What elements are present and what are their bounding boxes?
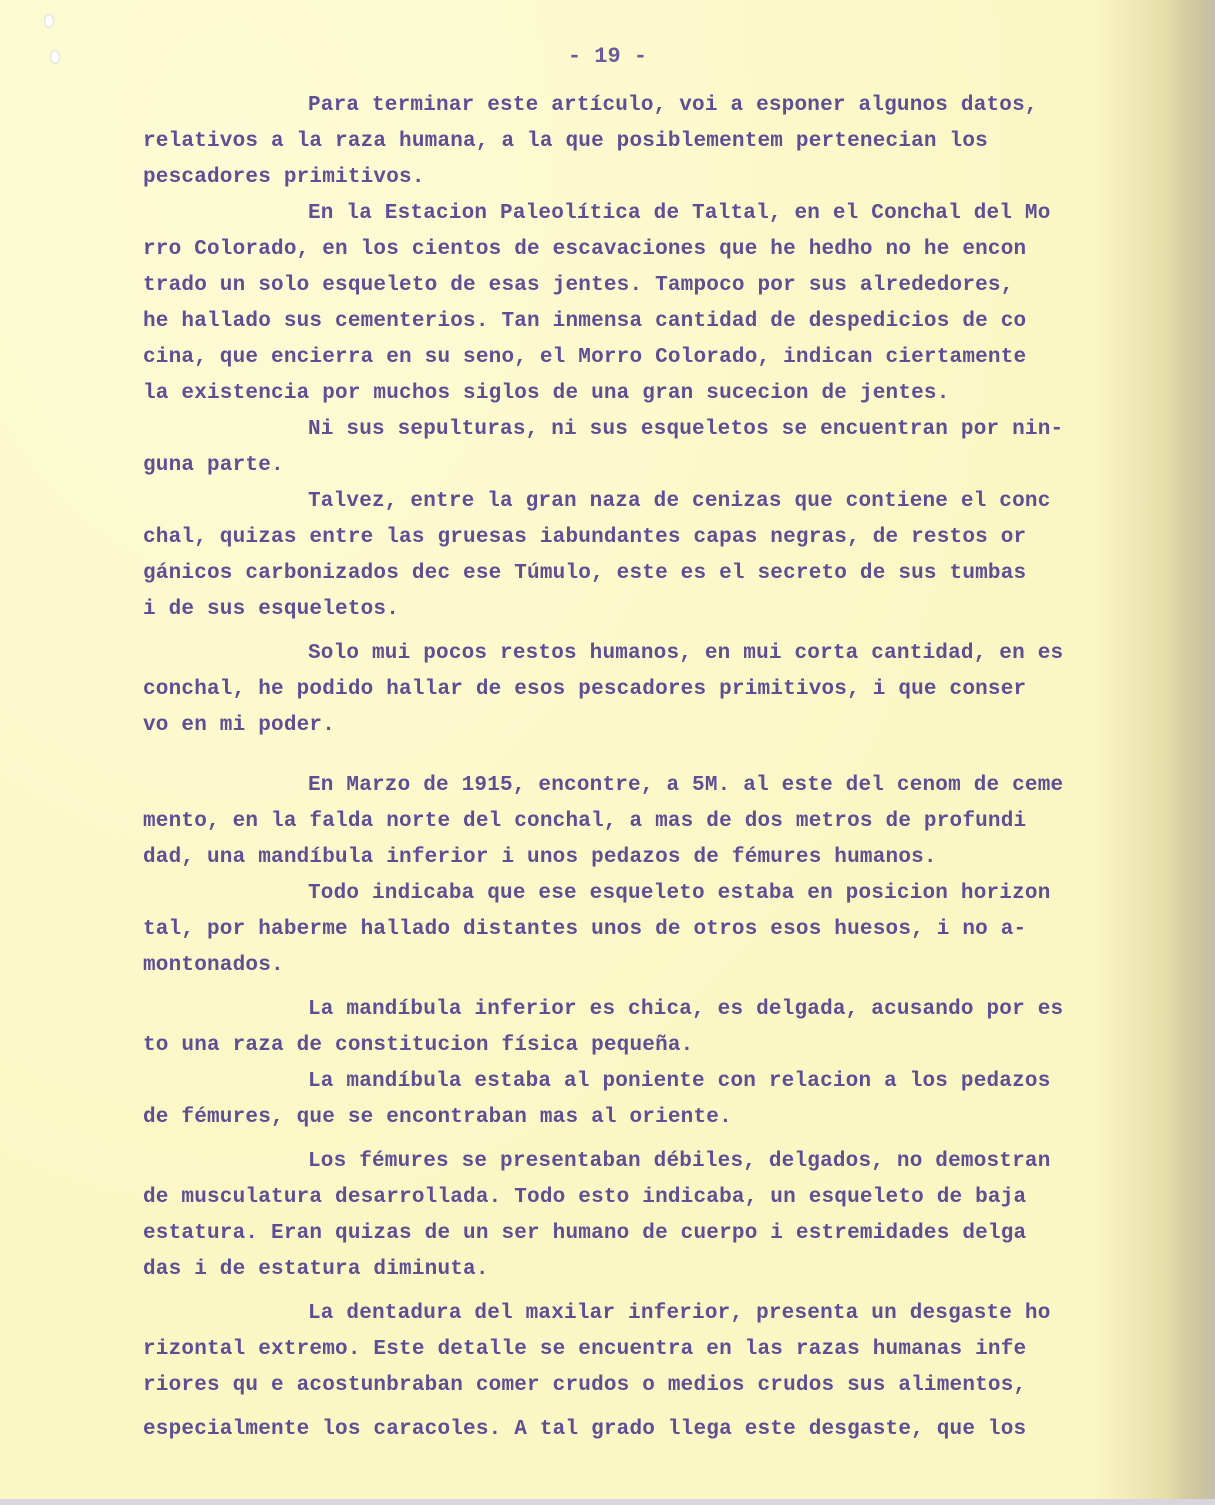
text-line: La mandíbula inferior es chica, es delgada, acusando por es <box>308 998 1064 1021</box>
punch-hole <box>44 14 54 28</box>
text-line: Los fémures se presentaban débiles, delgados, no demostran <box>308 1150 1051 1173</box>
text-line: das i de estatura diminuta. <box>143 1258 489 1281</box>
text-line: montonados. <box>143 954 284 977</box>
text-line: La mandíbula estaba al poniente con relacion a los pedazos <box>308 1070 1051 1093</box>
typed-text <box>143 88 1183 1448</box>
paper-edge <box>0 1499 1215 1505</box>
text-line: chal, quizas entre las gruesas iabundantes capas negras, de restos or <box>143 526 1027 549</box>
text-line: mento, en la falda norte del conchal, a mas de dos metros de profundi <box>143 810 1027 833</box>
text-line: Ni sus sepulturas, ni sus esqueletos se encuentran por nin- <box>308 418 1064 441</box>
text-line: he hallado sus cementerios. Tan inmensa cantidad de despedicios de co <box>143 310 1027 333</box>
text-line: conchal, he podido hallar de esos pescadores primitivos, i que conser <box>143 678 1027 701</box>
text-line: to una raza de constitucion física pequeña. <box>143 1034 694 1057</box>
text-line: i de sus esqueletos. <box>143 598 400 621</box>
page-number: - 19 - <box>567 44 648 69</box>
text-line: tal, por haberme hallado distantes unos de otros esos huesos, i no a- <box>143 918 1027 941</box>
text-line: Todo indicaba que ese esqueleto estaba en posicion horizon <box>308 882 1051 905</box>
text-line: rro Colorado, en los cientos de escavaciones que he hedho no he encon <box>143 238 1027 261</box>
text-line: especialmente los caracoles. A tal grado llega este desgaste, que los <box>143 1418 1027 1441</box>
text-line: estatura. Eran quizas de un ser humano de cuerpo i estremidades delga <box>143 1222 1027 1245</box>
text-line: En Marzo de 1915, encontre, a 5M. al este del cenom de ceme <box>308 774 1064 797</box>
text-line: riores qu e acostunbraban comer crudos o medios crudos sus alimentos, <box>143 1374 1027 1397</box>
text-line: relativos a la raza humana, a la que posiblementem pertenecian los <box>143 130 988 153</box>
text-line: de musculatura desarrollada. Todo esto indicaba, un esqueleto de baja <box>143 1186 1027 1209</box>
text-line: guna parte. <box>143 454 284 477</box>
text-line: vo en mi poder. <box>143 714 336 737</box>
text-line: rizontal extremo. Este detalle se encuentra en las razas humanas infe <box>143 1338 1027 1361</box>
text-line: gánicos carbonizados dec ese Túmulo, este es el secreto de sus tumbas <box>143 562 1027 585</box>
text-line: Talvez, entre la gran naza de cenizas que contiene el conc <box>308 490 1051 513</box>
text-line: de fémures, que se encontraban mas al oriente. <box>143 1106 732 1129</box>
text-line: Solo mui pocos restos humanos, en mui corta cantidad, en es <box>308 642 1064 665</box>
text-line: trado un solo esqueleto de esas jentes. Tampoco por sus alrededores, <box>143 274 1014 297</box>
text-line: la existencia por muchos siglos de una gran sucecion de jentes. <box>143 382 950 405</box>
text-line: pescadores primitivos. <box>143 166 425 189</box>
text-line: Para terminar este artículo, voi a esponer algunos datos, <box>308 94 1038 117</box>
text-line: La dentadura del maxilar inferior, presenta un desgaste ho <box>308 1302 1051 1325</box>
text-line: dad, una mandíbula inferior i unos pedazos de fémures humanos. <box>143 846 937 869</box>
text-line: En la Estacion Paleolítica de Taltal, en el Conchal del Mo <box>308 202 1051 225</box>
text-line: cina, que encierra en su seno, el Morro Colorado, indican ciertamente <box>143 346 1027 369</box>
